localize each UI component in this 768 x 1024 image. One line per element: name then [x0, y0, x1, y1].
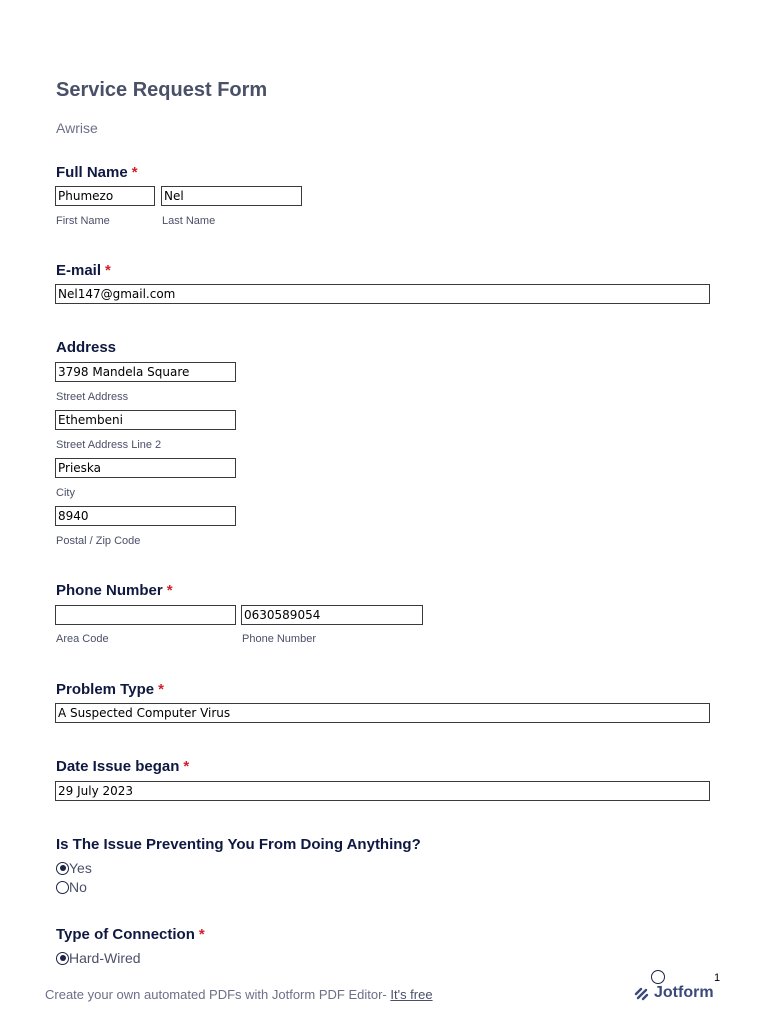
email-label	[56, 262, 111, 279]
city-sublabel: City	[56, 487, 75, 499]
last-name-sublabel: Last Name	[162, 215, 216, 227]
zip-code-field[interactable]: 8940	[55, 506, 236, 526]
date-issue-label-text: Date Issue began	[56, 758, 180, 775]
email-field[interactable]: Nel147@gmail.com	[55, 284, 710, 304]
city-field[interactable]: Prieska	[55, 458, 236, 478]
required-mark: *	[198, 926, 205, 943]
full-name-label-text: Full Name	[56, 164, 128, 181]
circle-icon	[651, 970, 665, 984]
problem-type-field[interactable]: A Suspected Computer Virus	[55, 703, 710, 723]
preventing-question-label: Is The Issue Preventing You From Doing Anything?	[56, 836, 421, 853]
phone-label-text: Phone Number	[56, 582, 163, 599]
radio-option-yes[interactable]	[56, 860, 92, 876]
street-address-field[interactable]: 3798 Mandela Square	[55, 362, 236, 382]
required-mark: *	[131, 164, 138, 181]
last-name-field[interactable]: Nel	[161, 186, 302, 206]
phone-number-label	[56, 582, 173, 599]
first-name-field[interactable]: Phumezo	[55, 186, 155, 206]
connection-type-label	[56, 926, 205, 943]
footer-promo-text: Create your own automated PDFs with Jotform PDF Editor-	[45, 987, 391, 1002]
jotform-brand-text: Jotform	[654, 984, 714, 1001]
radio-option-label: Hard-Wired	[69, 950, 141, 966]
address-label: Address	[56, 339, 117, 356]
radio-selected-icon[interactable]	[56, 952, 69, 965]
footer-promo	[45, 987, 433, 1002]
radio-option-label: No	[69, 879, 87, 895]
area-code-field[interactable]	[55, 605, 236, 625]
first-name-sublabel: First Name	[56, 215, 110, 227]
street-address-line2-sublabel: Street Address Line 2	[56, 439, 162, 451]
required-mark: *	[166, 582, 173, 599]
page-number: 1	[714, 972, 721, 984]
phone-number-sublabel: Phone Number	[242, 633, 316, 645]
form-subtitle: Awrise	[56, 120, 98, 136]
radio-selected-icon[interactable]	[56, 862, 69, 875]
street-address-sublabel: Street Address	[56, 391, 129, 403]
problem-type-label	[56, 681, 164, 698]
connection-label-text: Type of Connection	[56, 926, 195, 943]
form-title: Service Request Form	[56, 79, 268, 101]
date-issue-began-label	[56, 758, 189, 775]
date-issue-began-field[interactable]: 29 July 2023	[55, 781, 710, 801]
jotform-logo-icon	[634, 985, 650, 1001]
radio-option-no[interactable]	[56, 879, 87, 895]
problem-type-label-text: Problem Type	[56, 681, 155, 698]
radio-unselected-icon[interactable]	[56, 881, 69, 894]
phone-number-field[interactable]: 0630589054	[241, 605, 423, 625]
email-label-text: E-mail	[56, 262, 102, 279]
full-name-label	[56, 164, 138, 181]
required-mark: *	[183, 758, 190, 775]
footer-link[interactable]: It's free	[390, 987, 433, 1002]
area-code-sublabel: Area Code	[56, 633, 109, 645]
radio-option-hard-wired[interactable]	[56, 950, 141, 966]
required-mark: *	[105, 262, 111, 279]
radio-option-label: Yes	[69, 860, 92, 876]
jotform-logo	[634, 984, 714, 1002]
required-mark: *	[158, 681, 164, 698]
zip-code-sublabel: Postal / Zip Code	[56, 535, 141, 547]
street-address-line2-field[interactable]: Ethembeni	[55, 410, 236, 430]
